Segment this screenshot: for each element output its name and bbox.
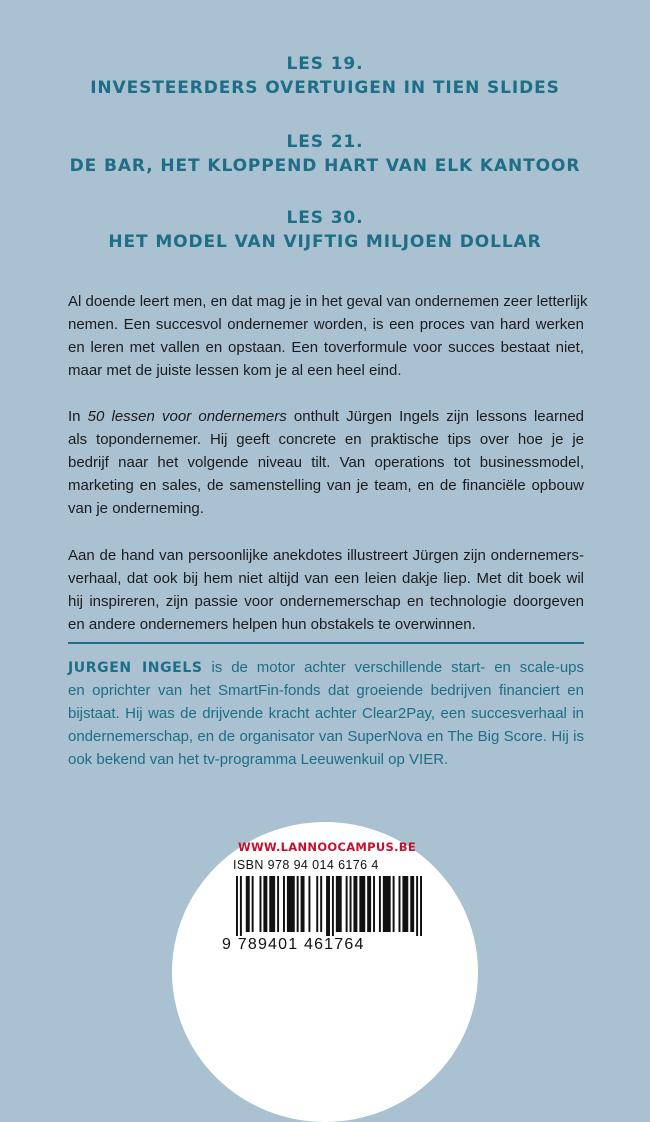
barcode-bar [399,876,401,932]
book-title: 50 lessen voor ondernemers [87,408,287,425]
barcode-bar [301,876,305,932]
divider [68,642,584,644]
text-line: als topondernemer. Hij geeft concrete en praktische tips over hoe je je [68,431,584,448]
text-line: marketing en sales, de samenstelling van je team, en de financiële opbouw [68,477,584,494]
text-line: ook bekend van het tv-programma Leeuwenkuil op VIER. [68,751,449,768]
text-line: maar met de juiste lessen kom je al een heel eind. [68,362,402,379]
barcode-bar [308,876,310,932]
paragraph-story [68,544,584,636]
barcode-bar [336,876,342,932]
barcode-bar [269,876,275,932]
lesson-number: LES 30. [286,208,364,228]
text-line: hij inspireren, zijn passie voor ondernemerschap en technologie doorgeven [68,593,584,610]
barcode-bar [326,876,330,936]
barcode-bar [346,876,348,932]
barcode-bar [240,876,242,936]
lesson-title: INVESTEERDERS OVERTUIGEN IN TIEN SLIDES [90,78,560,98]
text-line: van je onderneming. [68,500,204,517]
barcode-bar [263,876,267,932]
paragraph-intro [68,290,588,382]
text-fragment: In [68,408,81,425]
barcode-bar [416,876,418,936]
lesson-title: HET MODEL VAN VIJFTIG MILJOEN DOLLAR [108,232,542,252]
text-line [68,405,584,428]
barcode-bar [277,876,279,932]
barcode-bar [410,876,414,932]
lesson-number: LES 21. [286,132,364,152]
text-fragment: is de motor achter verschillende start- en scale-ups [211,659,584,676]
barcode-bar [393,876,395,932]
text-fragment: onthult Jürgen Ingels zijn lessons learned [293,408,585,425]
author-name: JURGEN INGELS [68,660,203,676]
barcode-bar [332,876,334,936]
text-line: ondernemerschap, en de organisator van SuperNova en The Big Score. Hij is [68,728,584,745]
text-line: bedrijf naar het volgende niveau tilt. Van operations tot businessmodel, [68,454,584,471]
text-line: verhaal, dat ook bij hem niet altijd van een leien dakje liep. Met dit boek wil [68,570,584,587]
barcode-bar [236,876,238,936]
barcode-bar [402,876,408,932]
text-line: en andere ondernemers helpen hun obstakels te overwinnen. [68,616,476,633]
text-line: bijstaat. Hij was de drijvende kracht achter Clear2Pay, een succesverhaal in [68,705,584,722]
barcode-bar [297,876,299,932]
publisher-url: WWW.LANNOOCAMPUS.BE [237,840,417,854]
text-line [68,656,584,679]
barcode-bar [252,876,254,932]
lesson-title: DE BAR, HET KLOPPEND HART VAN ELK KANTOOR [69,156,581,176]
barcode-bar [259,876,261,932]
text-line: Al doende leert men, en dat mag je in het geval van ondernemen zeer letterlijk [68,293,588,310]
lesson-number: LES 19. [286,54,364,74]
barcode-bar [420,876,422,936]
text-line: Aan de hand van persoonlijke anekdotes illustreert Jürgen zijn ondernemers- [68,547,584,564]
barcode-bar [373,876,375,932]
barcode-bar [287,876,295,932]
paragraph-book [68,405,584,520]
barcode-digits: 9 789401 461764 [222,936,365,953]
lesson-21 [0,130,650,178]
barcode-bar [353,876,357,932]
text-line: en oprichter van het SmartFin-fonds dat groeiende bedrijven financiert en [68,682,584,699]
barcode-bar [359,876,365,932]
barcode [236,876,422,936]
isbn-text: ISBN 978 94 014 6176 4 [233,858,379,872]
lesson-19 [0,52,650,100]
text-line: nemen. Een succesvol ondernemer worden, is een proces van hard werken [68,316,584,333]
barcode-bar [383,876,391,932]
author-bio [68,656,584,771]
barcode-bar [316,876,318,932]
barcode-bar [246,876,250,932]
text-line: en leren met vallen en opstaan. Een toverformule voor succes bestaat niet, [68,339,584,356]
barcode-bar [367,876,371,932]
barcode-bar [379,876,381,932]
barcode-bar [320,876,322,932]
barcode-bar [283,876,285,932]
barcode-bar [350,876,352,932]
lesson-30 [0,206,650,254]
